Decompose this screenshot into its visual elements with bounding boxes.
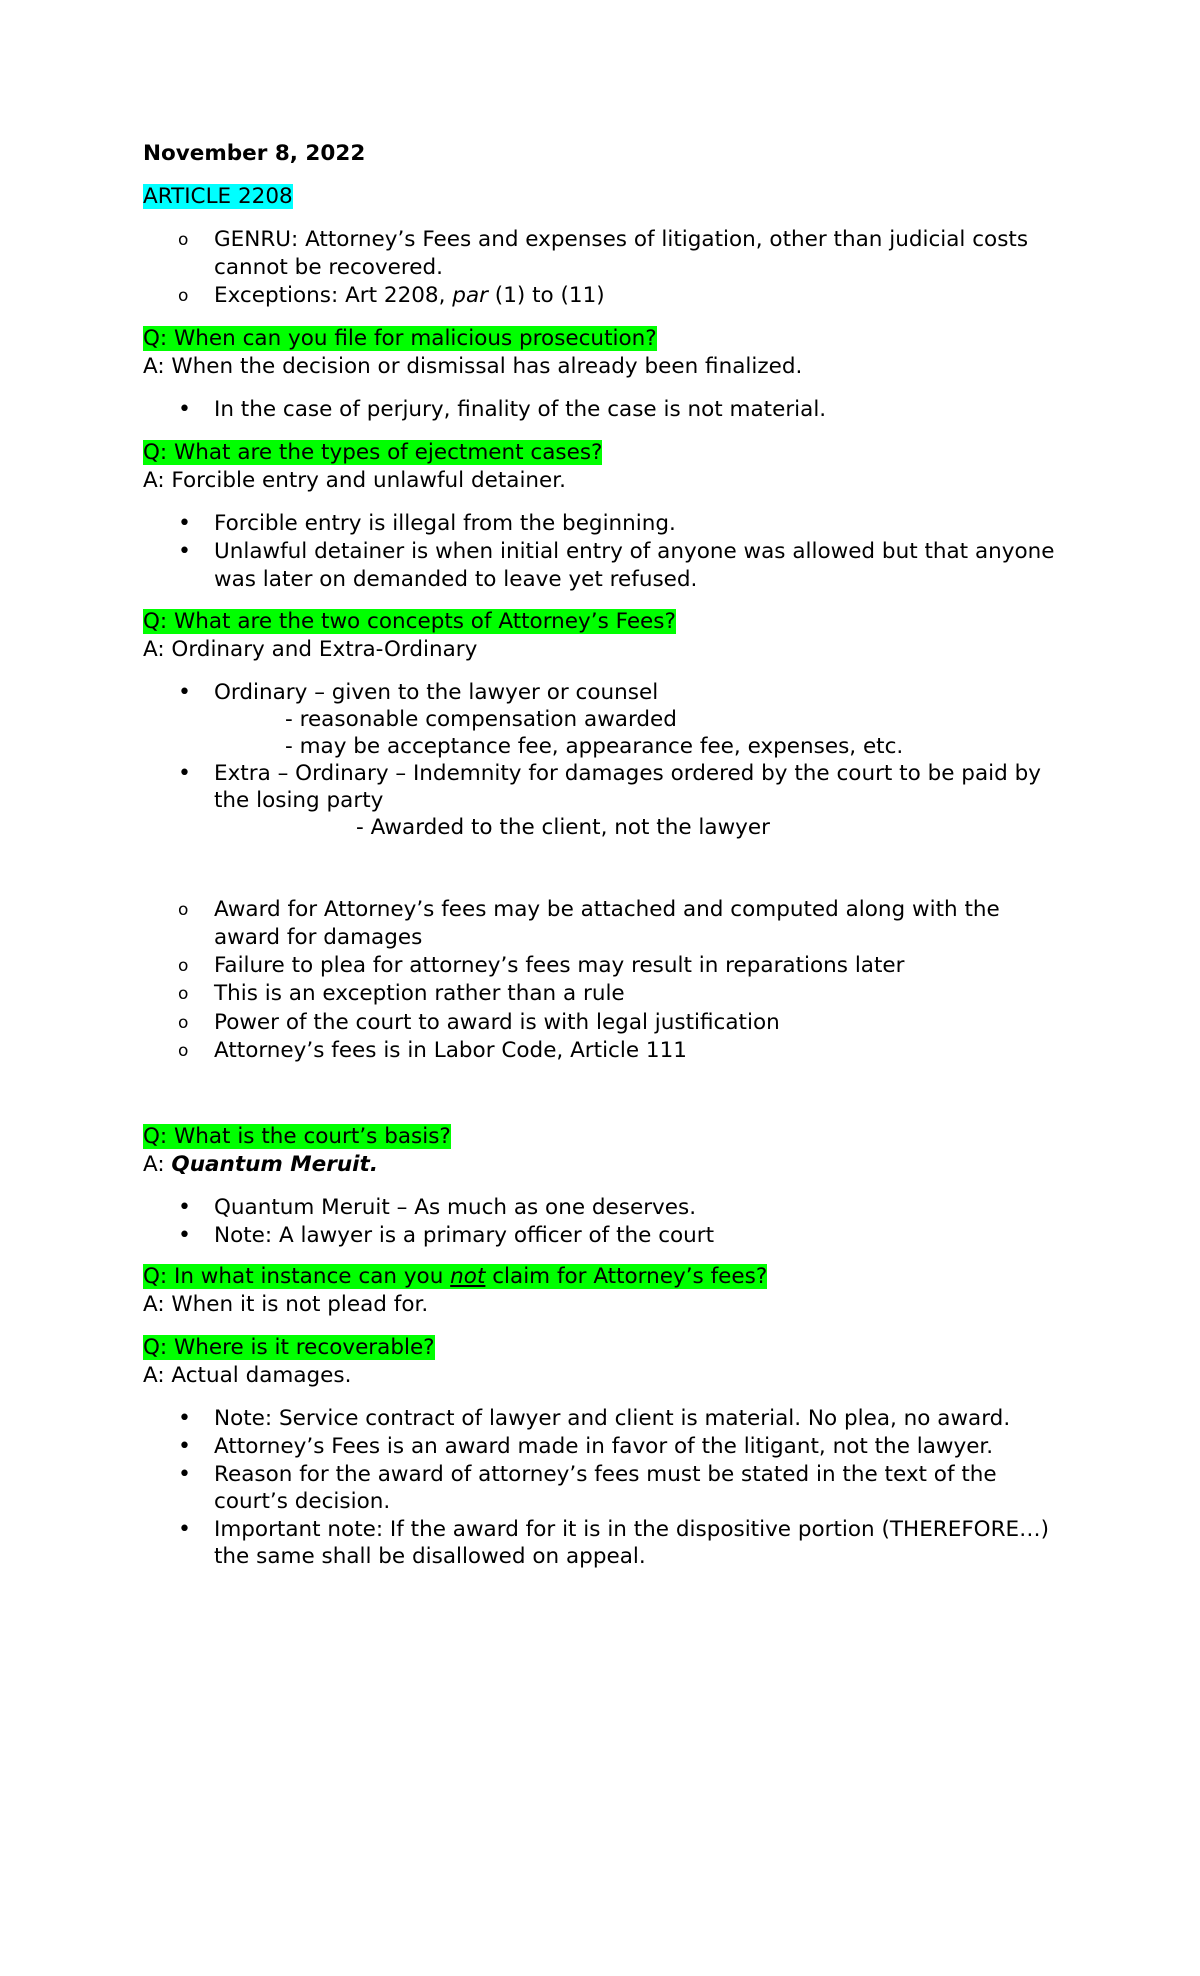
question-3-text: Q: What are the two concepts of Attorney’s Fees?	[143, 609, 676, 634]
answer-6: A: Actual damages.	[143, 1363, 352, 1388]
bullet-icon: •	[178, 761, 191, 786]
bullet-icon: •	[178, 539, 191, 564]
bullet-icon: •	[178, 1462, 191, 1487]
answer-2-bullet-2-cont: was later on demanded to leave yet refused.	[214, 567, 698, 592]
question-6-text: Q: Where is it recoverable?	[143, 1335, 435, 1360]
question-3	[143, 608, 676, 636]
circle-bullet-icon: o	[178, 1041, 189, 1061]
circle-bullet-icon: o	[178, 1013, 189, 1033]
article-label: ARTICLE 2208	[143, 184, 293, 209]
answer-6-bullet-4-cont: the same shall be disallowed on appeal.	[214, 1544, 646, 1569]
bullet-icon: •	[178, 1195, 191, 1220]
question-2	[143, 439, 602, 467]
extra-sub: - Awarded to the client, not the lawyer	[356, 815, 770, 840]
question-5	[143, 1263, 767, 1291]
answer-4-bullet-2: Note: A lawyer is a primary officer of the court	[214, 1223, 715, 1248]
bullet-icon: •	[178, 397, 191, 422]
question-5-post: claim for Attorney’s fees?	[485, 1264, 768, 1289]
note-1a: Award for Attorney’s fees may be attached and computed along with the	[214, 897, 1000, 922]
ordinary-sub-2: - may be acceptance fee, appearance fee, expenses, etc.	[285, 734, 904, 759]
genru-line-2: cannot be recovered.	[214, 255, 443, 280]
answer-3: A: Ordinary and Extra-Ordinary	[143, 637, 478, 662]
note-4: Power of the court to award is with legal justification	[214, 1010, 780, 1035]
circle-bullet-icon: o	[178, 956, 189, 976]
answer-6-bullet-3: Reason for the award of attorney’s fees must be stated in the text of the	[214, 1462, 997, 1487]
bullet-icon: •	[178, 511, 191, 536]
exceptions-line	[214, 282, 605, 310]
answer-6-bullet-3-cont: court’s decision.	[214, 1489, 391, 1514]
answer-2-bullet-2: Unlawful detainer is when initial entry of anyone was allowed but that anyone	[214, 539, 1055, 564]
bullet-icon: •	[178, 680, 191, 705]
answer-1-bullet: In the case of perjury, finality of the case is not material.	[214, 397, 827, 422]
answer-4-bullet-1: Quantum Meruit – As much as one deserves.	[214, 1195, 697, 1220]
bullet-icon: •	[178, 1434, 191, 1459]
bullet-icon: •	[178, 1406, 191, 1431]
note-2: Failure to plea for attorney’s fees may result in reparations later	[214, 953, 905, 978]
note-5: Attorney’s fees is in Labor Code, Article 111	[214, 1038, 687, 1063]
note-1b: award for damages	[214, 925, 423, 950]
answer-5: A: When it is not plead for.	[143, 1292, 429, 1317]
question-5-pre: Q: In what instance can you	[143, 1264, 451, 1289]
answer-4-prefix: A:	[143, 1152, 172, 1177]
circle-bullet-icon: o	[178, 230, 189, 250]
exceptions-range: (1) to (11)	[487, 283, 605, 308]
date-heading: November 8, 2022	[143, 141, 366, 166]
answer-4	[143, 1151, 378, 1179]
question-1-text: Q: When can you file for malicious prosecution?	[143, 326, 657, 351]
question-5-em: not	[450, 1264, 486, 1289]
exceptions-em: par	[452, 283, 488, 308]
exceptions-text: Exceptions: Art 2208,	[214, 283, 453, 308]
question-4-text: Q: What is the court’s basis?	[143, 1124, 451, 1149]
answer-6-bullet-1: Note: Service contract of lawyer and client is material. No plea, no award.	[214, 1406, 1011, 1431]
circle-bullet-icon: o	[178, 984, 189, 1004]
extra-item-1: Extra – Ordinary – Indemnity for damages ordered by the court to be paid by	[214, 761, 1041, 786]
bullet-icon: •	[178, 1223, 191, 1248]
question-4	[143, 1123, 451, 1151]
answer-1: A: When the decision or dismissal has already been finalized.	[143, 354, 803, 379]
circle-bullet-icon: o	[178, 286, 189, 306]
genru-line-1: GENRU: Attorney’s Fees and expenses of litigation, other than judicial costs	[214, 227, 1029, 252]
answer-6-bullet-4: Important note: If the award for it is in the dispositive portion (THEREFORE…)	[214, 1517, 1050, 1542]
question-2-text: Q: What are the types of ejectment cases?	[143, 440, 603, 465]
circle-bullet-icon: o	[178, 900, 189, 920]
ordinary-sub-1: - reasonable compensation awarded	[285, 707, 677, 732]
extra-item-2: the losing party	[214, 788, 384, 813]
question-1	[143, 325, 657, 353]
answer-2-bullet-1: Forcible entry is illegal from the beginning.	[214, 511, 676, 536]
question-5-text	[143, 1264, 767, 1289]
bullet-icon: •	[178, 1517, 191, 1542]
ordinary-item: Ordinary – given to the lawyer or counsel	[214, 680, 659, 705]
question-6	[143, 1334, 435, 1362]
note-3: This is an exception rather than a rule	[214, 981, 625, 1006]
answer-4-em: Quantum Meruit.	[171, 1152, 378, 1177]
answer-2: A: Forcible entry and unlawful detainer.	[143, 468, 566, 493]
article-heading	[143, 183, 293, 211]
answer-6-bullet-2: Attorney’s Fees is an award made in favor of the litigant, not the lawyer.	[214, 1434, 994, 1459]
